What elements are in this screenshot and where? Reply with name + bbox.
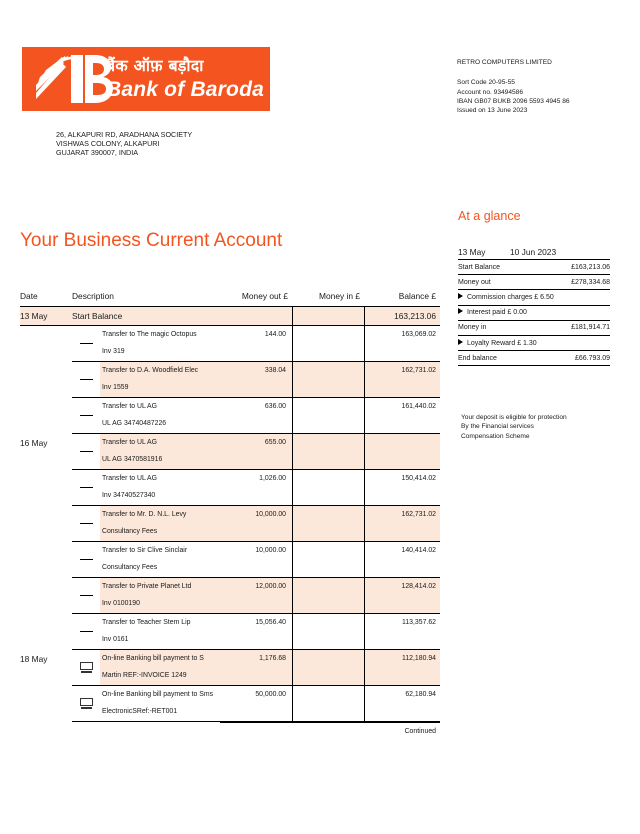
transaction-money-out: 338.04 — [220, 362, 292, 397]
transaction-money-in — [292, 506, 364, 541]
transaction-money-out: 1,026.00 — [259, 475, 286, 482]
dash-icon — [80, 451, 93, 452]
glance-row-label: Loyalty Reward £ 1.30 — [467, 339, 537, 347]
transaction-list — [72, 326, 440, 434]
transaction-marker — [72, 614, 100, 649]
start-balance-date: 13 May — [20, 307, 72, 325]
transaction-description — [100, 506, 220, 541]
column-header-money-out: Money out £ — [241, 291, 288, 301]
transaction-money-in — [292, 470, 364, 505]
transaction-marker — [72, 434, 100, 469]
dash-icon — [80, 595, 93, 596]
page-title: Your Business Current Account — [20, 230, 283, 251]
table-row[interactable] — [72, 614, 440, 650]
bank-address-line-1: 26, ALKAPURI RD, ARADHANA SOCIETY — [56, 130, 193, 139]
transaction-money-in — [292, 542, 364, 577]
transaction-description — [100, 362, 220, 397]
account-number: Account no. 93494586 — [457, 88, 523, 96]
transaction-balance: 140,414.02 — [364, 542, 440, 577]
transaction-balance: 161,440.02 — [364, 398, 440, 433]
transaction-list — [72, 434, 440, 650]
start-balance-row — [20, 307, 440, 326]
dash-icon — [80, 343, 93, 344]
table-footer — [20, 722, 440, 735]
glance-row-label: Money out — [458, 278, 491, 286]
transaction-description-line-2: Consultancy Fees — [102, 564, 158, 571]
table-row[interactable] — [72, 398, 440, 434]
customer-name: RETRO COMPUTERS LIMITED — [457, 59, 552, 66]
glance-rows — [458, 259, 610, 366]
transaction-money-out: 144.00 — [264, 331, 286, 338]
transaction-description-line-2: UL AG 3470581916 — [102, 456, 163, 463]
transaction-marker — [72, 542, 100, 577]
transaction-money-out: 10,000.00 — [255, 547, 286, 554]
transaction-money-out: 1,176.68 — [220, 650, 292, 685]
start-balance-amount: 163,213.06 — [364, 307, 440, 325]
footer-money-in — [292, 722, 364, 735]
bank-address-line-2: VISHWAS COLONY, ALKAPURI — [56, 139, 160, 149]
at-a-glance-panel — [458, 209, 610, 366]
transaction-group — [20, 650, 440, 722]
dash-icon — [80, 415, 93, 416]
transaction-description-line-2: Inv 0100190 — [102, 600, 140, 607]
transaction-description-line-1: Transfer to D.A. Woodfield Elec — [102, 367, 199, 374]
transaction-description — [100, 398, 220, 433]
transaction-description-line-2: ElectronicSRef:-RET001 — [102, 708, 178, 715]
table-row[interactable] — [72, 686, 440, 722]
glance-row-label: Commission charges £ 6.50 — [467, 293, 554, 301]
dash-icon — [80, 379, 93, 380]
expand-triangle-icon — [458, 308, 463, 314]
footer-spacer — [20, 722, 220, 735]
transaction-description-line-1: On-line Banking bill payment to Sms — [102, 691, 214, 698]
transaction-marker — [72, 470, 100, 505]
column-header-money-in: Money in £ — [319, 291, 360, 301]
transaction-description-line-1: Transfer to Sir Clive Sinclair — [102, 547, 188, 554]
transaction-marker — [72, 506, 100, 541]
glance-row — [458, 289, 610, 304]
transaction-money-in — [292, 362, 364, 397]
glance-row-label: Start Balance — [458, 263, 501, 271]
transaction-group-date — [20, 326, 72, 434]
transaction-money-in — [292, 650, 364, 685]
transaction-money-in — [292, 578, 364, 613]
expand-triangle-icon — [458, 339, 463, 345]
transaction-group-date: 18 May — [20, 654, 48, 664]
transaction-money-out: 10,000.00 — [220, 506, 292, 541]
transaction-description-line-1: Transfer to UL AG — [102, 439, 158, 446]
glance-row — [458, 259, 610, 274]
deposit-protection-note — [461, 413, 567, 441]
glance-row-value: £181,914.71 — [571, 324, 610, 332]
start-balance-money-in — [292, 307, 364, 325]
start-balance-money-out — [220, 307, 292, 325]
iban: IBAN GB07 BUKB 2096 5593 4945 86 — [457, 97, 570, 105]
glance-row-label: Money in — [458, 324, 487, 332]
table-row[interactable] — [72, 326, 440, 362]
glance-row — [458, 320, 610, 335]
transaction-marker — [72, 362, 100, 397]
transaction-description — [100, 470, 220, 505]
transaction-marker — [72, 578, 100, 613]
transaction-money-in — [292, 398, 364, 433]
table-row[interactable] — [72, 506, 440, 542]
transaction-description-line-2: Inv 34740527340 — [102, 492, 156, 499]
glance-period-from: 13 May — [458, 247, 486, 257]
dash-icon — [80, 523, 93, 524]
computer-icon — [80, 698, 93, 709]
transaction-description-line-1: Transfer to The magic Octopus — [102, 331, 197, 338]
transaction-description-line-1: Transfer to Mr. D. N.L. Levy — [102, 511, 187, 518]
transaction-marker — [72, 398, 100, 433]
continued-label: Continued — [364, 722, 440, 735]
transaction-description — [100, 686, 220, 721]
dash-icon — [80, 487, 93, 488]
transaction-money-in — [292, 326, 364, 361]
account-details — [457, 58, 570, 115]
transaction-description-line-2: Martin REF:-INVOICE 1249 — [102, 672, 187, 679]
footer-money-out — [220, 722, 292, 735]
transaction-marker — [72, 650, 100, 685]
glance-row-value: £66.793.09 — [574, 354, 610, 362]
bank-logo — [22, 47, 270, 111]
transaction-balance — [364, 434, 440, 469]
transaction-balance: 162,731.02 — [364, 506, 440, 541]
transaction-marker — [72, 326, 100, 361]
glance-row — [458, 350, 610, 366]
glance-row-value: £163,213.06 — [571, 263, 610, 271]
transaction-description — [100, 542, 220, 577]
transaction-description-line-1: Transfer to Private Planet Ltd — [102, 583, 192, 590]
transactions-table — [20, 291, 440, 735]
transaction-description-line-2: Inv 1559 — [102, 384, 129, 391]
at-a-glance-title: At a glance — [458, 209, 521, 223]
column-header-date: Date — [20, 291, 38, 301]
glance-period — [458, 247, 610, 259]
expand-triangle-icon — [458, 293, 463, 299]
transaction-marker — [72, 686, 100, 721]
deposit-note-line-1: Your deposit is eligible for protection — [461, 414, 567, 421]
transaction-balance: 113,357.62 — [364, 614, 440, 649]
start-balance-label: Start Balance — [72, 307, 220, 325]
bank-address-line-3: GUJARAT 390007, INDIA — [56, 148, 139, 158]
transaction-balance: 162,731.02 — [364, 362, 440, 397]
table-row[interactable] — [72, 542, 440, 578]
transaction-description-line-1: Transfer to UL AG — [102, 475, 158, 482]
transaction-description-line-2: Inv 0161 — [102, 636, 129, 643]
transaction-group — [20, 326, 440, 434]
glance-row — [458, 274, 610, 289]
transaction-money-in — [292, 614, 364, 649]
transaction-money-in — [292, 434, 364, 469]
transaction-balance: 128,414.02 — [364, 578, 440, 613]
transaction-balance: 163,069.02 — [364, 326, 440, 361]
transaction-groups — [20, 326, 440, 722]
transaction-description — [100, 434, 220, 469]
transaction-description — [100, 614, 220, 649]
transaction-description — [100, 650, 220, 685]
table-header-row — [20, 291, 440, 306]
column-header-description: Description — [72, 291, 114, 301]
logo-hindi-text: बैंक ऑफ़ बड़ौदा — [106, 56, 204, 75]
column-header-balance: Balance £ — [398, 291, 436, 301]
glance-row-value: £278,334.68 — [571, 278, 610, 286]
glance-row — [458, 335, 610, 350]
dash-icon — [80, 559, 93, 560]
transaction-description-line-1: On-line Banking bill payment to S — [102, 655, 204, 662]
computer-icon — [80, 662, 93, 673]
transaction-balance: 150,414.02 — [364, 470, 440, 505]
transaction-balance: 112,180.94 — [364, 650, 440, 685]
deposit-note-line-3: Compensation Scheme — [461, 432, 530, 440]
transaction-description — [100, 578, 220, 613]
glance-period-to: 10 Jun 2023 — [510, 247, 557, 257]
transaction-money-out: 655.00 — [220, 434, 292, 469]
transaction-list — [72, 650, 440, 722]
glance-row-label: End balance — [458, 354, 497, 362]
transaction-description-line-2: UL AG 34740487226 — [102, 420, 167, 427]
glance-row — [458, 305, 610, 320]
dash-icon — [80, 631, 93, 632]
transaction-money-out: 15,056.40 — [255, 619, 286, 626]
transaction-group-date: 16 May — [20, 438, 48, 448]
deposit-note-line-2: By the Financial services — [461, 423, 534, 431]
transaction-money-out: 636.00 — [264, 403, 286, 410]
transaction-money-out: 50,000.00 — [255, 691, 286, 698]
table-row[interactable] — [72, 434, 440, 470]
table-row[interactable] — [72, 650, 440, 686]
transaction-description — [100, 326, 220, 361]
transaction-money-in — [292, 686, 364, 721]
transaction-description-line-2: Inv 319 — [102, 348, 125, 355]
transaction-description-line-2: Consultancy Fees — [102, 528, 158, 535]
sort-code: Sort Code 20-95-55 — [457, 79, 515, 87]
issued-on: Issued on 13 June 2023 — [457, 107, 528, 115]
bank-address — [56, 130, 192, 158]
table-row[interactable] — [72, 362, 440, 398]
table-row[interactable] — [72, 470, 440, 506]
transaction-money-out: 12,000.00 — [220, 578, 292, 613]
transaction-description-line-1: Transfer to UL AG — [102, 403, 158, 410]
glance-row-label: Interest paid £ 0.00 — [467, 309, 527, 317]
transaction-balance: 62,180.94 — [364, 686, 440, 721]
table-row[interactable] — [72, 578, 440, 614]
logo-english-text: Bank of Baroda — [106, 78, 264, 101]
transaction-description-line-1: Transfer to Teacher Stem Lip — [102, 619, 191, 626]
transaction-group — [20, 434, 440, 650]
